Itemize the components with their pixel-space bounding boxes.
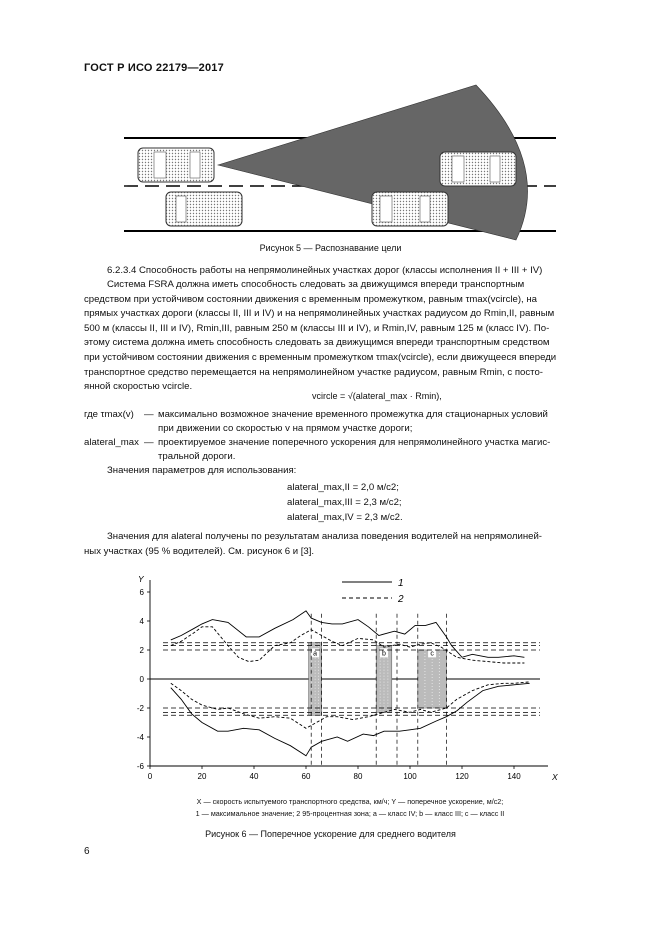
x-tick-label: 100 — [403, 772, 417, 781]
p2-line-1: Значения для alateral получены по результатам анализа поведения водителей на непрямолиней- — [107, 531, 543, 542]
formula-vcircle: vcircle = √(alateral_max · Rmin), — [312, 391, 442, 401]
p1-line-6: при устойчивом состоянии движения с временным промежутком τmax(vcircle), если движущееся впереди — [84, 351, 557, 363]
x-axis-label: X — [552, 772, 558, 782]
x-tick-label: 20 — [197, 772, 207, 781]
zone-label-b: b — [382, 650, 386, 658]
legend-key-1: 1 — [398, 578, 404, 589]
document-header: ГОСТ Р ИСО 22179—2017 — [84, 62, 224, 74]
y-tick-label: 4 — [139, 617, 144, 626]
x-tick-label: 120 — [455, 772, 469, 781]
p1-line-4: 500 м (классы II, III и IV), Rmin,III, равным 250 м (классы III и IV), и Rmin,IV, равным 125 м (класс IV). По- — [84, 322, 550, 334]
x-tick-label: 0 — [147, 772, 153, 781]
where-text-2b: тральной дороги. — [158, 451, 236, 462]
paragraph-1 — [84, 278, 618, 395]
series-line-4 — [171, 682, 530, 728]
param-III: alateral_max,III = 2,3 м/с2; — [287, 497, 402, 508]
figure6-caption: Рисунок 6 — Поперечное ускорение для среднего водителя — [205, 829, 456, 839]
zone-c — [418, 650, 447, 708]
figure6-chart — [120, 570, 560, 820]
where-label-2: alateral_max — [84, 437, 139, 448]
p2-line-2: ных участках (95 % водителей). См. рисунок 6 и [3]. — [84, 545, 315, 557]
where-label-1: где τmax(v) — [84, 409, 134, 420]
params-intro: Значения параметров для использования: — [107, 465, 297, 476]
y-tick-label: 2 — [139, 646, 144, 655]
y-tick-label: 0 — [139, 675, 144, 684]
where-dash-1: — — [144, 409, 154, 420]
car-adjacent-lane-left — [166, 192, 242, 226]
x-tick-label: 80 — [353, 772, 363, 781]
param-II: alateral_max,II = 2,0 м/с2; — [287, 482, 399, 493]
target-car-same-lane — [440, 152, 516, 186]
param-IV: alateral_max,IV = 2,3 м/с2. — [287, 512, 403, 523]
paragraph-2 — [84, 530, 618, 559]
x-tick-label: 60 — [301, 772, 311, 781]
ego-car — [138, 148, 214, 182]
chart-note-1: X — скорость испытуемого транспортного средства, км/ч; Y — поперечное ускорение, м/с2; — [196, 797, 504, 806]
y-tick-label: -4 — [136, 733, 144, 742]
where-dash-2: — — [144, 437, 154, 448]
y-tick-label: 6 — [139, 588, 144, 597]
where-text-1: максимально возможное значение временного промежутка для стационарных условий — [158, 409, 548, 420]
y-axis-label: Y — [138, 574, 144, 584]
where-text-2: проектируемое значение поперечного ускорения для непрямолинейного участка магис- — [158, 437, 551, 448]
figure5-caption: Рисунок 5 — Распознавание цели — [259, 243, 402, 253]
x-tick-label: 140 — [507, 772, 521, 781]
zone-label-a: a — [313, 650, 318, 658]
p1-line-1: Система FSRA должна иметь способность следовать за движущимся впереди транспортным — [107, 279, 525, 290]
page-number: 6 — [84, 846, 90, 857]
p1-line-2: средством при устойчивом состоянии движения с временным промежутком, равным τmax(vcircle), на — [84, 293, 538, 305]
figure5-illustration — [120, 80, 560, 242]
y-tick-label: -2 — [136, 704, 144, 713]
p1-line-7: транспортное средство перемещается на непрямолинейном участке радиусом, равным Rmin, с посто- — [84, 366, 543, 378]
p1-line-8: янной скоростью vcircle. — [84, 381, 193, 393]
zone-label-c: c — [430, 650, 434, 658]
section-heading: 6.2.3.4 Способность работы на непрямолинейных участках дорог (классы исполнения II + III + IV) — [107, 265, 543, 276]
y-tick-label: -6 — [136, 762, 144, 771]
chart-note-2: 1 — максимальное значение; 2 95-процентная зона; a — класс IV; b — класс III; c — класс II — [195, 809, 505, 818]
car-adjacent-lane-right — [372, 192, 448, 226]
x-tick-label: 40 — [249, 772, 259, 781]
legend-key-2: 2 — [398, 594, 404, 605]
where-text-1b: при движении со скоростью v на прямом участке дороги; — [158, 423, 413, 434]
series-line-2 — [171, 627, 525, 663]
p1-line-3: прямых участках дороги (классы II, III и IV) и на непрямолинейных участках радиусом до Rmin,II, равным — [84, 308, 555, 320]
p1-line-5: этому система должна иметь способность следовать за движущимся впереди транспортным средством — [84, 337, 550, 349]
